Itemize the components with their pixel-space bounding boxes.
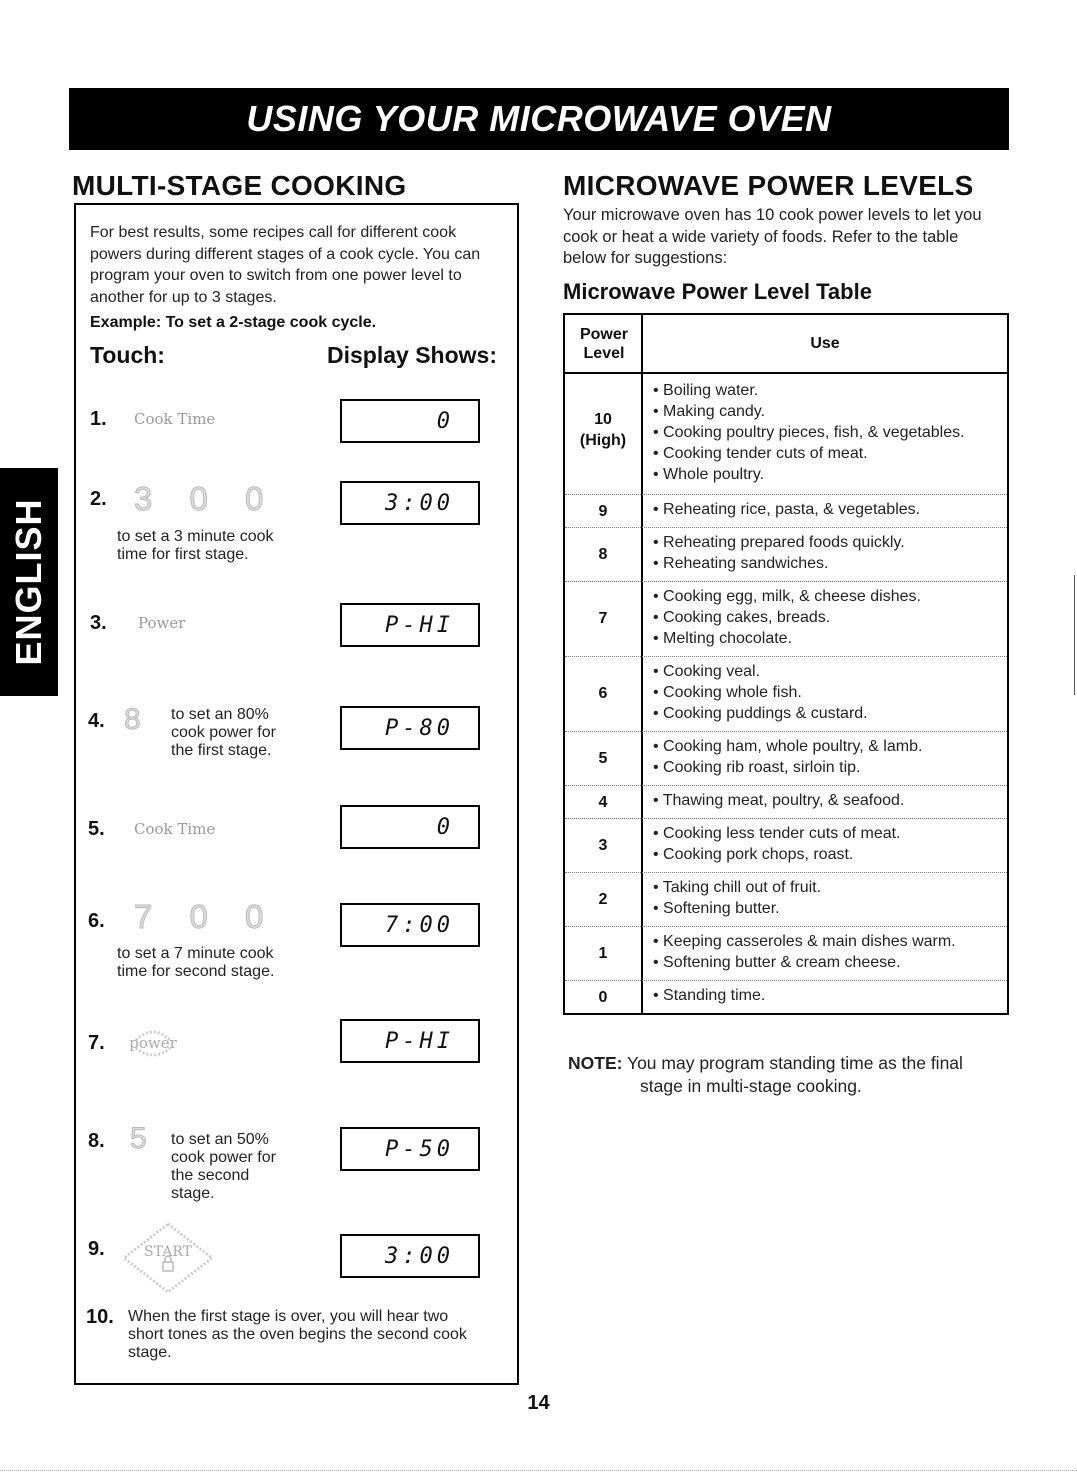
power-level-value: 2: [598, 891, 608, 908]
edge-rule: [1074, 575, 1075, 695]
display-readout: [340, 1019, 480, 1063]
display-header: Display Shows:: [327, 342, 497, 368]
header-use: Use: [810, 335, 840, 352]
power-level-uses: • Cooking egg, milk, & cheese dishes. • Cooking cakes, breads. • Melting chocolate.: [653, 588, 921, 647]
header-power-level: Power Level: [579, 326, 628, 362]
display-text: 3:00: [385, 1244, 454, 1269]
table-row: [565, 786, 1007, 819]
power-key-icon: [118, 1022, 188, 1064]
display-readout: [340, 399, 480, 443]
multi-stage-heading: MULTI-STAGE COOKING: [72, 170, 407, 201]
power-level-uses: • Thawing meat, poultry, & seafood.: [653, 792, 905, 809]
power-level-table: [563, 313, 1009, 1015]
display-readout: [340, 603, 480, 647]
power-level-value: 7: [598, 610, 608, 627]
example-label: Example: To set a 2-stage cook cycle.: [90, 314, 377, 331]
number-keys: 3 0 0: [134, 480, 278, 517]
display-readout: [340, 805, 480, 849]
table-row: [565, 819, 1007, 873]
table-row: [565, 374, 1007, 495]
table-row: [565, 927, 1007, 981]
power-level-uses: • Cooking less tender cuts of meat. • Cooking pork chops, roast.: [653, 825, 901, 863]
step-number: 10.: [86, 1306, 114, 1328]
display-text: P-50: [385, 1137, 454, 1162]
number-key-5: 5: [130, 1122, 147, 1155]
touch-header: Touch:: [90, 342, 165, 368]
step-number: 5.: [88, 818, 105, 840]
number-key-8: 8: [124, 703, 141, 736]
display-readout: [340, 1127, 480, 1171]
table-row: [565, 732, 1007, 786]
power-level-uses: • Boiling water. • Making candy. • Cooking poultry pieces, fish, & vegetables. • Cooking tender cuts of meat. • Whole poultry.: [653, 382, 965, 483]
step-number: 7.: [88, 1032, 105, 1054]
display-text: 0: [436, 815, 454, 840]
power-level-value: 10 (High): [579, 411, 627, 449]
step-instruction: to set an 50% cook power for the second stage.: [171, 1131, 276, 1202]
start-key-label: START: [144, 1244, 192, 1260]
power-level-uses: • Reheating prepared foods quickly. • Reheating sandwiches.: [653, 534, 905, 572]
display-text: 0: [436, 409, 454, 434]
display-text: P-HI: [385, 1029, 454, 1054]
cook-time-key: Cook Time: [134, 820, 216, 838]
power-levels-heading: MICROWAVE POWER LEVELS: [563, 170, 974, 201]
power-level-value: 8: [598, 546, 608, 563]
table-row: [565, 981, 1007, 1014]
power-level-uses: • Cooking veal. • Cooking whole fish. • Cooking puddings & custard.: [653, 663, 868, 722]
multi-stage-panel: [74, 203, 519, 1385]
display-readout: [340, 903, 480, 947]
display-readout: [340, 481, 480, 525]
step-instruction: to set a 7 minute cook time for second stage.: [117, 945, 275, 980]
display-readout: [340, 706, 480, 750]
display-text: 3:00: [385, 491, 454, 516]
page-banner: USING YOUR MICROWAVE OVEN: [69, 88, 1009, 150]
power-level-value: 9: [598, 503, 608, 520]
power-key: Power: [138, 614, 186, 632]
power-level-uses: • Standing time.: [653, 987, 766, 1004]
start-key-icon: [118, 1220, 218, 1296]
page-bottom-rule: [0, 1470, 1077, 1471]
power-level-value: 1: [598, 945, 608, 962]
step-number: 2.: [90, 488, 107, 510]
power-level-uses: • Cooking ham, whole poultry, & lamb. • Cooking rib roast, sirloin tip.: [653, 738, 923, 776]
table-row: [565, 657, 1007, 732]
step-number: 4.: [88, 710, 105, 732]
language-tab-label: ENGLISH: [8, 498, 49, 666]
table-row: [565, 528, 1007, 582]
language-tab: [0, 468, 58, 696]
cook-time-key: Cook Time: [134, 410, 216, 428]
step-number: 3.: [90, 612, 107, 634]
step-number: 8.: [88, 1130, 105, 1152]
step-instruction: When the first stage is over, you will hear two short tones as the oven begins the second cook stage.: [128, 1308, 467, 1361]
power-level-uses: • Keeping casseroles & main dishes warm. • Softening butter & cream cheese.: [653, 933, 956, 971]
note-text: You may program standing time as the final: [627, 1053, 963, 1073]
display-text: 7:00: [385, 913, 454, 938]
page-number: 14: [527, 1392, 550, 1414]
number-keys: 7 0 0: [134, 898, 278, 935]
power-level-value: 0: [598, 989, 608, 1006]
step-instruction: to set an 80% cook power for the first stage.: [171, 706, 276, 759]
table-title: Microwave Power Level Table: [563, 279, 872, 304]
step-number: 6.: [88, 910, 105, 932]
power-level-uses: • Reheating rice, pasta, & vegetables.: [653, 501, 921, 518]
note-text-continued: stage in multi-stage cooking.: [640, 1076, 862, 1096]
table-row: [565, 873, 1007, 927]
note-label: NOTE:: [568, 1053, 623, 1073]
step-instruction: to set a 3 minute cook time for first stage.: [117, 528, 274, 563]
table-row: [565, 582, 1007, 657]
step-number: 9.: [88, 1238, 105, 1260]
power-level-value: 5: [598, 750, 608, 767]
power-levels-intro: Your microwave oven has 10 cook power levels to let you cook or heat a wide variety of foods. Refer to the table below for suggestions:: [563, 206, 982, 267]
power-level-value: 3: [598, 837, 608, 854]
power-level-uses: • Taking chill out of fruit. • Softening butter.: [653, 879, 822, 917]
note: [568, 1052, 963, 1098]
power-key-label: power: [129, 1034, 177, 1052]
step-number: 1.: [90, 408, 107, 430]
power-level-value: 6: [598, 685, 608, 702]
power-level-value: 4: [598, 794, 608, 811]
multi-stage-intro: For best results, some recipes call for different cook powers during different stages of a cook cycle. You can program your oven to switch from one power level to another for up to 3 stages.: [90, 224, 481, 306]
display-readout: [340, 1234, 480, 1278]
display-text: P-HI: [385, 613, 454, 638]
display-text: P-80: [385, 716, 454, 741]
table-row: [565, 495, 1007, 528]
